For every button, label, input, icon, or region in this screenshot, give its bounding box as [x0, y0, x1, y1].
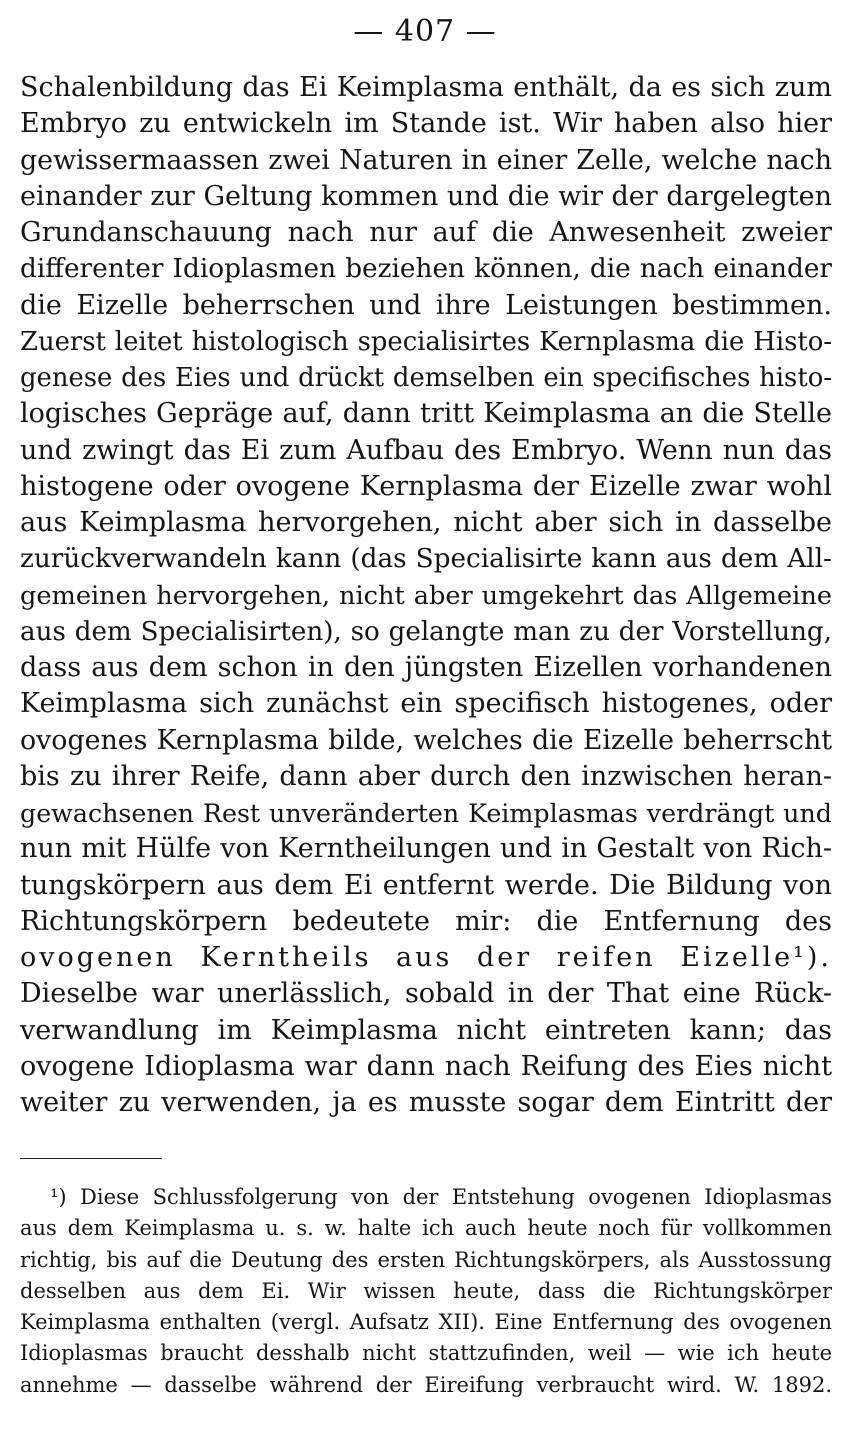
- text-line: aus Keimplasma hervorgehen, nicht aber sich in dasselbe: [20, 507, 832, 538]
- text-line: differenter Idioplasmen beziehen können, die nach einander: [20, 254, 832, 285]
- text-line: gewissermaassen zwei Naturen in einer Zelle, welche nach: [20, 144, 832, 176]
- text-line: nun mit Hülfe von Kerntheilungen und in Gestalt von Rich-: [20, 833, 832, 865]
- body-text: [20, 70, 832, 1121]
- text-line: dass aus dem schon in den jüngsten Eizellen vorhandenen: [20, 652, 832, 683]
- text-line: histogene oder ovogene Kernplasma der Eizelle zwar wohl: [20, 470, 832, 502]
- footnote-line: ¹) Diese Schlussfolgerung von der Entstehung ovogenen Idioplasmas: [50, 1185, 832, 1209]
- page-number: — 407 —: [353, 14, 497, 49]
- text-line: zurückverwandeln kann (das Specialisirte kann aus dem All-: [20, 544, 832, 575]
- text-line: Richtungskörpern bedeutete mir: die Entfernung des: [20, 905, 832, 937]
- footnote-line: Keimplasma enthalten (vergl. Aufsatz XII). Eine Entfernung des ovogenen: [20, 1310, 832, 1335]
- text-line: die Eizelle beherrschen und ihre Leistungen bestimmen.: [20, 289, 832, 321]
- footnote: [20, 1182, 832, 1401]
- footnote-line: richtig, bis auf die Deutung des ersten Richtungskörpers, als Ausstossung: [20, 1247, 832, 1272]
- text-line: Grundanschauung nach nur auf die Anwesenheit zweier: [20, 217, 832, 248]
- footnote-divider: [20, 1158, 162, 1159]
- text-line: verwandlung im Keimplasma nicht eintreten kann; das: [20, 1014, 832, 1046]
- text-line: logisches Gepräge auf, dann tritt Keimplasma an die Stelle: [20, 398, 832, 430]
- text-line: aus dem Specialisirten), so gelangte man zu der Vorstellung,: [20, 616, 832, 647]
- text-line: gemeinen hervorgehen, nicht aber umgekehrt das Allgemeine: [20, 580, 832, 611]
- footnote-line: annehme — dasselbe während der Eireifung verbraucht wird. W. 1892.: [20, 1372, 832, 1397]
- text-line: ovogenes Kernplasma bilde, welches die Eizelle beherrscht: [20, 724, 832, 756]
- text-line: einander zur Geltung kommen und die wir der dargelegten: [20, 180, 832, 212]
- footnote-line: desselben aus dem Ei. Wir wissen heute, dass die Richtungskörper: [20, 1278, 832, 1303]
- text-line: tungskörpern aus dem Ei entfernt werde. Die Bildung von: [20, 869, 832, 901]
- text-line: genese des Eies und drückt demselben ein specifisches histo-: [20, 363, 832, 393]
- text-line: Keimplasma sich zunächst ein specifisch histogenes, oder: [20, 688, 832, 720]
- text-line: ovogene Idioplasma war dann nach Reifung des Eies nicht: [20, 1050, 832, 1082]
- text-line: Schalenbildung das Ei Keimplasma enthält, da es sich zum: [20, 72, 832, 103]
- text-line: Embryo zu entwickeln im Stande ist. Wir haben also hier: [20, 108, 832, 140]
- text-line: und zwingt das Ei zum Aufbau des Embryo. Wenn nun das: [20, 434, 832, 466]
- text-line: Dieselbe war unerlässlich, sobald in der That eine Rück-: [20, 978, 832, 1010]
- text-line: weiter zu verwenden, ja es musste sogar dem Eintritt der: [20, 1087, 832, 1118]
- text-line: gewachsenen Rest unveränderten Keimplasmas verdrängt und: [20, 798, 832, 828]
- footnote-line: aus dem Keimplasma u. s. w. halte ich auch heute noch für vollkommen: [20, 1216, 832, 1241]
- text-line: bis zu ihrer Reife, dann aber durch den inzwischen heran-: [20, 760, 832, 792]
- text-line-emphasis: ovogenen Kerntheils aus der reifen Eizelle¹).: [20, 942, 832, 973]
- text-line: Zuerst leitet histologisch specialisirtes Kernplasma die Histo-: [20, 326, 832, 357]
- footnote-line: Idioplasmas braucht desshalb nicht stattzufinden, weil — wie ich heute: [20, 1341, 832, 1366]
